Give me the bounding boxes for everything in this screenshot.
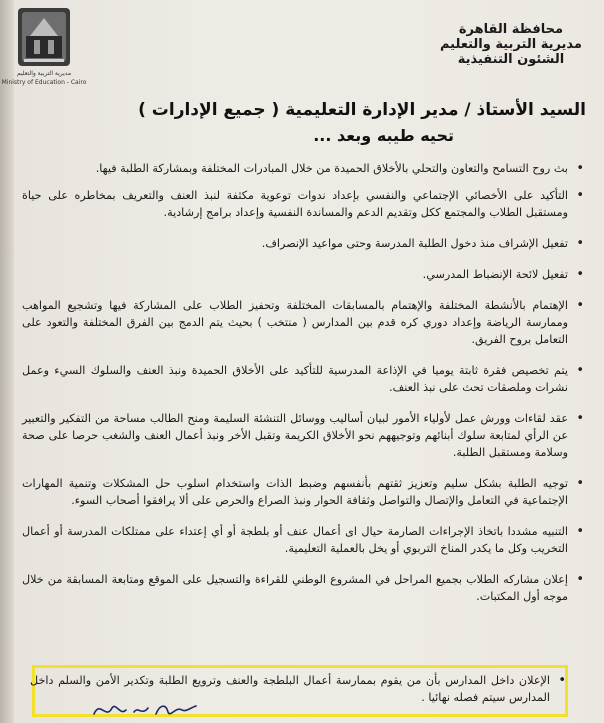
list-item: • تفعيل لائحة الإنضباط المدرسي. bbox=[22, 266, 584, 283]
list-item: • التأكيد على الأخصائي الإجتماعي والنفسي بإعداد ندوات توعوية مكثفة لنبذ العنف والتعريف بمخاطره على حياة ومستقبل الطلاب والمجتمع ككل وتقديم الدعم والمساندة النفسية وإعداد برامج إرشادية. bbox=[22, 187, 584, 221]
letter-greeting: تحيه طيبه وبعد ... bbox=[313, 126, 454, 145]
highlighted-list-item: • الإعلان داخل المدارس بأن من يقوم بممارسة أعمال البلطجة والعنف وترويع الطلبة وتكدير الأمن والسلم داخل المدارس سيتم فصله نهائيا . bbox=[30, 672, 566, 706]
directorate-name: مديرية التربية والتعليم bbox=[439, 37, 582, 52]
list-item: • التنبيه مشددا باتخاذ الإجراءات الصارمة حيال اى أعمال عنف أو بلطجة أو أي إعتداء على ممتلكات المدرسة أو أعمال التخريب وكل ما يكدر المناخ التربوي أو يخل بالعملية التعليمية. bbox=[22, 523, 584, 557]
logo-caption-english: Ministry of Education - Cairo bbox=[1, 79, 87, 86]
list-item: • عقد لقاءات وورش عمل لأولياء الأمور لبيان أساليب ووسائل التنشئة السليمة ومنح الطالب مساحة من التفكير والتعبير عن الرأي لمتابعة سلوك أبنائهم وتوجيههم نحو الأخلاق الكريمة وتقبل الأخر ونبذ أعمال العنف والشغب حرصا على صحة وسلامة ومستقبل الطلبة. bbox=[22, 410, 584, 461]
list-item: • بث روح التسامح والتعاون والتحلي بالأخلاق الحميدة من خلال المبادرات المختلفة وبمشاركة الطلبة فيها. bbox=[22, 160, 584, 177]
governorate-name: محافظة القاهرة bbox=[458, 22, 564, 37]
instruction-list bbox=[22, 160, 584, 605]
department-name: الشئون التنفيذية bbox=[457, 52, 565, 67]
list-item: • يتم تخصيص فقرة ثابتة يوميا في الإذاعة المدرسية للتأكيد على الأخلاق الحميدة ونبذ العنف والسلوك السيء وعمل نشرات وملصقات تحث على نبذ العنف. bbox=[22, 362, 584, 396]
logo-emblem-icon bbox=[16, 6, 72, 68]
list-item: • إعلان مشاركه الطلاب بجميع المراحل في المشروع الوطني للقراءة والتسجيل على الموقع ومتابعة المسابقة من خلال موجه أول المكتبات. bbox=[22, 571, 584, 605]
ministry-logo bbox=[1, 6, 87, 92]
list-item: • الإهتمام بالأنشطة المختلفة والإهتمام بالمسابقات المختلفة وتحفيز الطلاب على المشاركة فيها وتشجيع المواهب وممارسة الرياضة وإعداد دوري كره قدم بين المدارس ( منتخب ) بحيث يتم الدمج بين الفرق المختلفة والتعود على التعامل بروح الفريق. bbox=[22, 297, 584, 348]
list-item: • توجيه الطلبة بشكل سليم وتعزيز ثقتهم بأنفسهم وضبط الذات واستخدام اسلوب حل المشكلات وتنمية المهارات الإجتماعية في التعامل والإتصال والتواصل وثقافة الحوار ونبذ الصراع والحرص على ألا يرافقوا أصحاب السوء. bbox=[22, 475, 584, 509]
issuer-block bbox=[440, 22, 582, 67]
letter-addressee: السيد الأستاذ / مدير الإدارة التعليمية ( جميع الإدارات ) bbox=[138, 100, 586, 120]
list-item: • تفعيل الإشراف منذ دخول الطلبة المدرسة وحتى مواعيد الإنصراف. bbox=[22, 235, 584, 252]
logo-caption-arabic: مديرية التربية والتعليم bbox=[16, 70, 72, 77]
handwritten-signature bbox=[90, 696, 200, 722]
page-binder-edge bbox=[0, 0, 14, 723]
